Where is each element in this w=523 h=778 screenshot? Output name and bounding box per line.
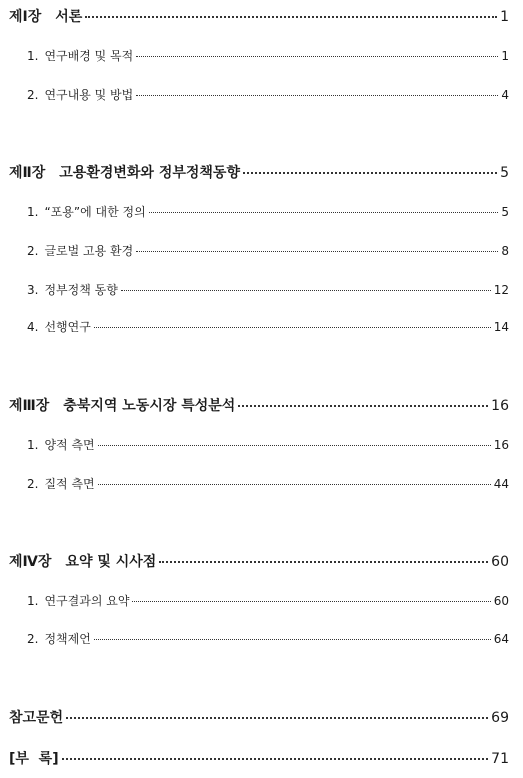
section-number: 2. [27,244,39,258]
section-name: 연구내용 및 방법 [44,88,134,102]
toc-section[interactable] [27,203,509,220]
section-title [27,592,129,609]
chapter-name: 충북지역 노동시장 특성분석 [63,398,236,414]
section-number: 1. [27,205,39,219]
dot-leader [85,16,497,18]
dot-leader [136,95,498,96]
toc-appendix[interactable] [9,748,509,768]
toc-chapter-1[interactable] [9,6,509,26]
section-name: “포용”에 대한 정의 [44,205,146,219]
section-name: 정부정책 동향 [44,283,118,297]
page-number: 5 [500,165,509,181]
page-number: 1 [501,49,509,63]
dot-leader [136,56,498,57]
dot-leader [243,172,497,174]
page-number: 71 [491,751,509,767]
page-number: 60 [493,594,509,608]
section-title [27,630,91,647]
dot-leader [94,327,491,328]
section-title [27,203,146,220]
section-number: 1. [27,49,39,63]
page-number: 14 [493,320,509,334]
chapter-name: 고용환경변화와 정부정책동향 [59,165,240,181]
dot-leader [62,758,489,760]
toc-section[interactable] [27,475,509,492]
toc-section[interactable] [27,86,509,103]
dot-leader [159,561,488,563]
toc-section[interactable] [27,242,509,259]
section-title [27,475,95,492]
dot-leader [121,290,491,291]
page-number: 60 [491,554,509,570]
references-title: 참고문헌 [9,710,64,726]
page-number: 8 [501,244,509,258]
chapter-title [9,551,156,571]
chapter-name: 요약 및 시사점 [65,554,157,570]
toc-section[interactable] [27,318,509,335]
page-number: 5 [501,205,509,219]
dot-leader [98,484,491,485]
section-number: 2. [27,477,39,491]
section-name: 양적 측면 [44,438,95,452]
page-number: 69 [491,710,509,726]
dot-leader [98,445,491,446]
toc-section[interactable] [27,436,509,453]
chapter-title [9,395,235,415]
section-name: 질적 측면 [44,477,95,491]
toc-section[interactable] [27,630,509,647]
toc-chapter-4[interactable] [9,551,509,571]
dot-leader [94,639,491,640]
toc-section[interactable] [27,592,509,609]
toc-references[interactable] [9,707,509,727]
section-number: 1. [27,594,39,608]
section-number: 2. [27,632,39,646]
toc-chapter-3[interactable] [9,395,509,415]
dot-leader [136,251,498,252]
chapter-title [9,6,82,26]
chapter-number: 제Ⅲ장 [9,398,50,414]
dot-leader [149,212,499,213]
section-number: 1. [27,438,39,452]
section-number: 3. [27,283,39,297]
section-name: 선행연구 [44,320,91,334]
page-number: 4 [501,88,509,102]
section-number: 2. [27,88,39,102]
chapter-name: 서론 [55,9,83,25]
section-number: 4. [27,320,39,334]
dot-leader [66,717,488,719]
chapter-number: 제Ⅳ장 [9,554,52,570]
dot-leader [238,405,488,407]
section-title [27,86,133,103]
section-title [27,281,118,298]
chapter-number: 제Ⅱ장 [9,165,46,181]
page-number: 16 [493,438,509,452]
page-number: 1 [500,9,509,25]
toc-chapter-2[interactable] [9,162,509,182]
section-title [27,242,133,259]
section-name: 정책제언 [44,632,91,646]
page-number: 16 [491,398,509,414]
section-title [27,47,133,64]
appendix-title: [부 록] [9,751,59,767]
page-number: 64 [493,632,509,646]
chapter-title [9,162,240,182]
toc-section[interactable] [27,281,509,298]
dot-leader [132,601,490,602]
section-name: 연구결과의 요약 [44,594,130,608]
section-name: 연구배경 및 목적 [44,49,134,63]
toc-section[interactable] [27,47,509,64]
page-number: 44 [493,477,509,491]
section-title [27,318,91,335]
page-number: 12 [493,283,509,297]
section-name: 글로벌 고용 환경 [44,244,134,258]
section-title [27,436,95,453]
chapter-number: 제Ⅰ장 [9,9,42,25]
